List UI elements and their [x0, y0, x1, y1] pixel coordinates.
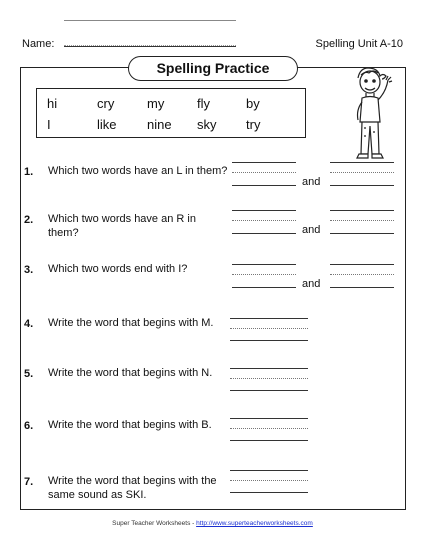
- question-number: 1.: [24, 166, 34, 178]
- question-number: 4.: [24, 318, 34, 330]
- and-label: and: [302, 224, 321, 236]
- answer-guide-line: [230, 378, 308, 379]
- word-bank-word: hi: [47, 96, 58, 111]
- answer-line[interactable]: [232, 185, 296, 186]
- answer-line[interactable]: [330, 185, 394, 186]
- answer-guide-line: [232, 162, 296, 163]
- question-text: Write the word that begins with N.: [48, 367, 213, 379]
- answer-guide-line: [230, 470, 308, 471]
- question-text: Which two words have an L in them?: [48, 165, 228, 177]
- footer-link[interactable]: http://www.superteacherworksheets.com: [196, 520, 313, 527]
- answer-guide-line: [230, 368, 308, 369]
- page-title: Spelling Practice: [128, 56, 298, 81]
- question-text: Which two words end with I?: [48, 263, 188, 275]
- word-bank-word: fly: [197, 96, 210, 111]
- answer-guide-line: [230, 418, 308, 419]
- answer-guide-line: [330, 210, 394, 211]
- name-guide-lines: [64, 20, 236, 46]
- answer-guide-line: [330, 274, 394, 275]
- unit-label: Spelling Unit A-10: [315, 38, 403, 50]
- word-bank-word: sky: [197, 117, 217, 132]
- answer-guide-line: [232, 264, 296, 265]
- word-bank-word: try: [246, 117, 261, 132]
- word-bank-word: like: [97, 117, 117, 132]
- answer-guide-line: [230, 328, 308, 329]
- answer-guide-line: [230, 428, 308, 429]
- answer-guide-line: [232, 274, 296, 275]
- answer-line[interactable]: [330, 287, 394, 288]
- word-bank-word: I: [47, 117, 51, 132]
- question-number: 2.: [24, 214, 34, 226]
- cartoon-boy-icon: [340, 62, 400, 162]
- and-label: and: [302, 278, 321, 290]
- answer-line[interactable]: [330, 233, 394, 234]
- word-bank-word: my: [147, 96, 165, 111]
- answer-guide-line: [230, 318, 308, 319]
- footer: [0, 520, 425, 527]
- answer-line[interactable]: [230, 440, 308, 441]
- question-text: Write the word that begins with M.: [48, 317, 214, 329]
- answer-line[interactable]: [230, 390, 308, 391]
- question-number: 3.: [24, 264, 34, 276]
- question-text: Write the word that begins with B.: [48, 419, 212, 431]
- answer-guide-line: [230, 480, 308, 481]
- answer-guide-line: [232, 172, 296, 173]
- answer-line[interactable]: [230, 492, 308, 493]
- and-label: and: [302, 176, 321, 188]
- question-text: Which two words have an R in them?: [48, 213, 196, 239]
- question-number: 5.: [24, 368, 34, 380]
- question-number: 7.: [24, 476, 34, 488]
- answer-line[interactable]: [230, 340, 308, 341]
- name-field[interactable]: [64, 46, 236, 47]
- question-number: 6.: [24, 420, 34, 432]
- answer-guide-line: [330, 162, 394, 163]
- footer-text: Super Teacher Worksheets -: [112, 520, 195, 527]
- name-label: Name:: [22, 38, 55, 50]
- word-bank-word: cry: [97, 96, 115, 111]
- word-bank-word: by: [246, 96, 260, 111]
- answer-line[interactable]: [232, 287, 296, 288]
- answer-guide-line: [330, 264, 394, 265]
- answer-guide-line: [330, 220, 394, 221]
- answer-guide-line: [330, 172, 394, 173]
- question-text: Write the word that begins with the same sound as SKI.: [48, 475, 217, 501]
- answer-line[interactable]: [232, 233, 296, 234]
- answer-guide-line: [232, 220, 296, 221]
- word-bank-word: nine: [147, 117, 172, 132]
- answer-guide-line: [232, 210, 296, 211]
